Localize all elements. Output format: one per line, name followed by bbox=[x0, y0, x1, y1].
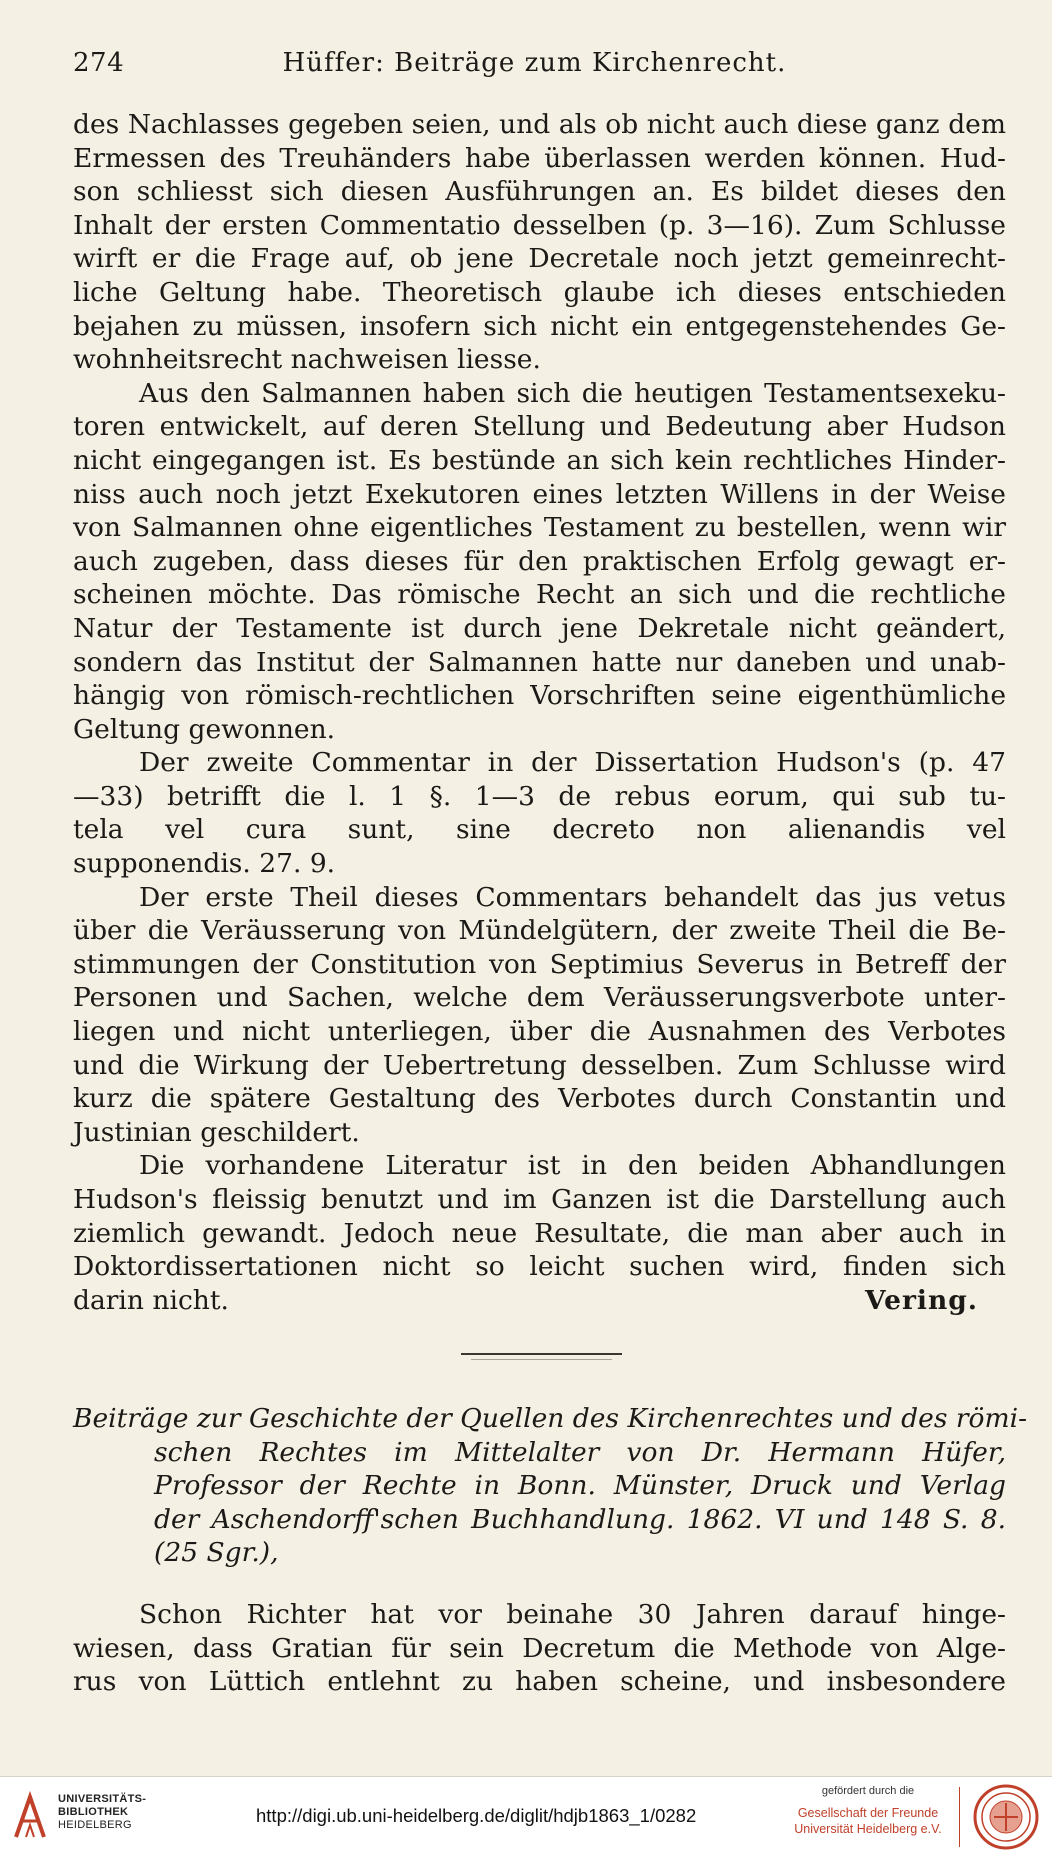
text-line: und die Wirkung der Uebertretung desselben. Zum Schlusse wird bbox=[73, 1049, 1006, 1081]
divider bbox=[959, 1787, 960, 1847]
text-line: des Nachlasses gegeben seien, und als ob nicht auch diese ganz dem bbox=[73, 109, 1006, 140]
library-name bbox=[58, 1793, 146, 1832]
text-line: ziemlich gewandt. Jedoch neue Resultate, die man aber auch in bbox=[73, 1217, 1006, 1249]
text-line: Personen und Sachen, welche dem Veräusserungsverbote unter- bbox=[73, 982, 1006, 1014]
review-heading-line: Professor der Rechte in Bonn. Münster, Druck und Verlag bbox=[154, 1470, 1006, 1502]
society-name-line: Gesellschaft der Freunde bbox=[797, 1806, 939, 1820]
text-line: auch zugeben, dass dieses für den praktischen Erfolg gewagt er- bbox=[73, 545, 1006, 577]
review-heading-line: Beiträge zur Geschichte der Quellen des Kirchenrechtes und des römi- bbox=[73, 1403, 1028, 1434]
text-line: scheinen möchte. Das römische Recht an sich und die rechtliche bbox=[73, 579, 1006, 611]
library-name-line: UNIVERSITÄTS- bbox=[58, 1793, 147, 1805]
text-line: —33) betrifft die l. 1 §. 1—3 de rebus eorum, qui sub tu- bbox=[73, 780, 1006, 812]
text-line: liegen und nicht unterliegen, über die Ausnahmen des Verbotes bbox=[73, 1016, 1006, 1048]
text-line: Die vorhandene Literatur ist in den beiden Abhandlungen bbox=[139, 1150, 1006, 1182]
text-line: Schon Richter hat vor beinahe 30 Jahren darauf hinge- bbox=[139, 1599, 1006, 1630]
text-line: bejahen zu müssen, insofern sich nicht ein entgegenstehendes Ge- bbox=[73, 310, 1006, 342]
author-signature: Vering. bbox=[864, 1284, 978, 1316]
text-line: über die Veräusserung von Mündelgütern, der zweite Theil die Be- bbox=[73, 915, 1006, 947]
text-line: Inhalt der ersten Commentatio desselben (p. 3—16). Zum Schlusse bbox=[73, 209, 1006, 241]
review-heading-line: der Aschendorff'schen Buchhandlung. 1862. VI und 148 S. 8. bbox=[154, 1503, 1006, 1535]
text-line: tela vel cura sunt, sine decreto non alienandis vel bbox=[73, 814, 1006, 846]
body-text bbox=[73, 108, 1006, 1317]
text-line: son schliesst sich diesen Ausführungen an. Es bildet dieses den bbox=[73, 176, 1006, 208]
text-line: darin nicht. bbox=[73, 1284, 229, 1316]
review-heading bbox=[73, 1402, 1028, 1570]
text-line: Justinian geschildert. bbox=[73, 1116, 360, 1148]
text-line: Aus den Salmannen haben sich die heutigen Testamentsexeku- bbox=[139, 377, 1006, 409]
text-line-with-signature bbox=[73, 1284, 1006, 1318]
section-separator bbox=[461, 1353, 622, 1355]
permalink[interactable]: http://digi.ub.uni-heidelberg.de/diglit/hdjb1863_1/0282 bbox=[256, 1805, 697, 1826]
text-line: von Salmannen ohne eigentliches Testament zu bestellen, wenn wir bbox=[73, 512, 1006, 544]
review-body bbox=[73, 1598, 1006, 1699]
running-head-title: Hüffer: Beiträge zum Kirchenrecht. bbox=[282, 48, 787, 78]
text-line: stimmungen der Constitution von Septimius Severus in Betreff der bbox=[73, 948, 1006, 980]
library-logo-icon bbox=[10, 1791, 50, 1841]
text-line: Doktordissertationen nicht so leicht suchen wird, finden sich bbox=[73, 1251, 1006, 1283]
text-line: sondern das Institut der Salmannen hatte nur daneben und unab- bbox=[73, 646, 1006, 678]
university-seal-icon bbox=[972, 1783, 1040, 1851]
text-line: wirft er die Frage auf, ob jene Decretale noch jetzt gemeinrecht- bbox=[73, 243, 1006, 275]
text-line: niss auch noch jetzt Exekutoren eines letzten Willens in der Weise bbox=[73, 478, 1006, 510]
text-line: hängig von römisch-rechtlichen Vorschriften seine eigenthümliche bbox=[73, 680, 1006, 712]
funded-by-label: gefördert durch die bbox=[821, 1785, 915, 1797]
society-name-line: Universität Heidelberg e.V. bbox=[794, 1822, 942, 1836]
library-name-line: BIBLIOTHEK bbox=[58, 1806, 129, 1818]
text-line: Der erste Theil dieses Commentars behandelt das jus vetus bbox=[139, 881, 1006, 913]
digitization-footer bbox=[0, 1776, 1052, 1856]
page-number: 274 bbox=[73, 48, 125, 78]
text-line: supponendis. 27. 9. bbox=[73, 848, 336, 880]
text-line: Ermessen des Treuhänders habe überlassen werden können. Hud- bbox=[73, 142, 1006, 174]
text-line: Natur der Testamente ist durch jene Dekretale nicht geändert, bbox=[73, 612, 1006, 644]
running-head bbox=[73, 48, 996, 88]
text-line: wiesen, dass Gratian für sein Decretum die Methode von Alge- bbox=[73, 1632, 1006, 1664]
text-line: Geltung gewonnen. bbox=[73, 713, 336, 745]
text-line: toren entwickelt, auf deren Stellung und Bedeutung aber Hudson bbox=[73, 411, 1006, 443]
text-line: kurz die spätere Gestaltung des Verbotes durch Constantin und bbox=[73, 1083, 1006, 1115]
text-line: nicht eingegangen ist. Es bestünde an sich kein rechtliches Hinder- bbox=[73, 444, 1006, 476]
review-heading-line: schen Rechtes im Mittelalter von Dr. Hermann Hüfer, bbox=[154, 1436, 1006, 1468]
text-line: liche Geltung habe. Theoretisch glaube ich dieses entschieden bbox=[73, 276, 1006, 308]
text-line: Hudson's fleissig benutzt und im Ganzen ist die Darstellung auch bbox=[73, 1184, 1006, 1215]
funder-credit bbox=[788, 1785, 948, 1837]
text-line: rus von Lüttich entlehnt zu haben scheine, und insbesondere bbox=[73, 1666, 1006, 1698]
text-line: Der zweite Commentar in der Dissertation Hudson's (p. 47 bbox=[139, 747, 1006, 779]
review-heading-line: (25 Sgr.), bbox=[154, 1537, 279, 1569]
library-name-line: HEIDELBERG bbox=[58, 1819, 132, 1831]
text-line: wohnheitsrecht nachweisen liesse. bbox=[73, 344, 541, 376]
